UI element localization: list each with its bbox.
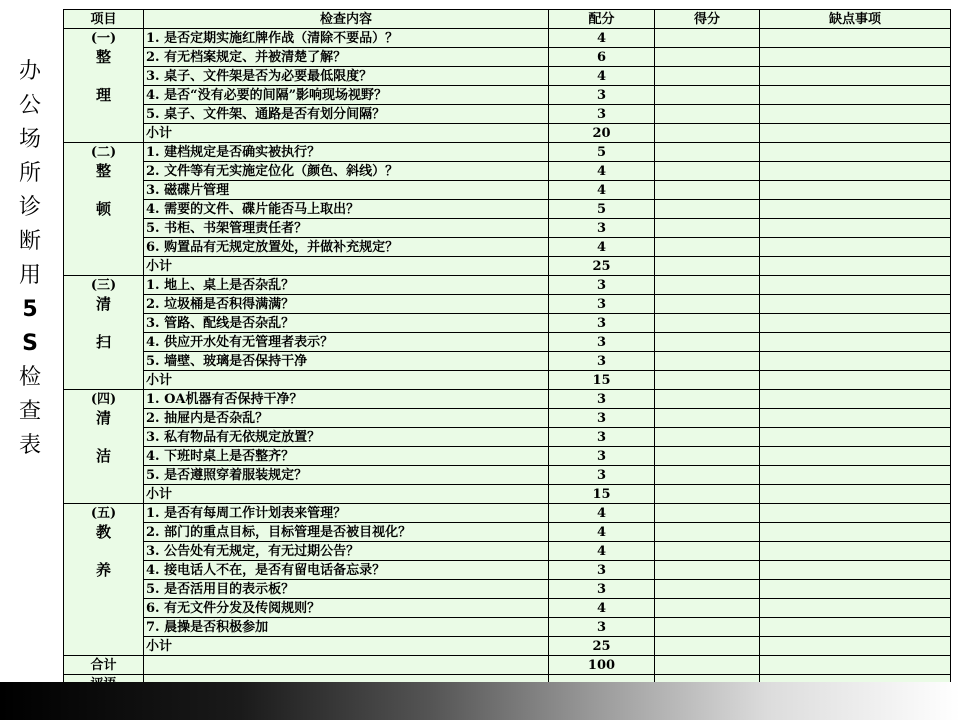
check-item-content: 5. 墙壁、玻璃是否保持干净 xyxy=(144,352,549,371)
table-row xyxy=(64,295,951,314)
table-row xyxy=(64,29,951,48)
side-title-char: 检 xyxy=(18,365,41,390)
defects-input-cell[interactable] xyxy=(760,580,951,599)
check-item-content: 3. 公告处有无规定，有无过期公告？ xyxy=(144,542,549,561)
category-number: (五) xyxy=(90,506,117,521)
check-item-points: 4 xyxy=(549,599,655,618)
score-input-cell[interactable] xyxy=(655,333,760,352)
subtotal-row xyxy=(64,371,951,390)
check-item-content: 1. 是否有每周工作计划表来管理？ xyxy=(144,504,549,523)
subtotal-defects-cell[interactable] xyxy=(760,637,951,656)
category-char: 整 xyxy=(95,162,111,180)
score-input-cell[interactable] xyxy=(655,352,760,371)
score-input-cell[interactable] xyxy=(655,162,760,181)
subtotal-row xyxy=(64,485,951,504)
side-title-char: 断 xyxy=(18,229,41,254)
check-item-points: 3 xyxy=(549,314,655,333)
defects-input-cell[interactable] xyxy=(760,333,951,352)
score-input-cell[interactable] xyxy=(655,447,760,466)
subtotal-points: 15 xyxy=(549,371,655,390)
score-input-cell[interactable] xyxy=(655,523,760,542)
check-item-points: 4 xyxy=(549,523,655,542)
table-row xyxy=(64,181,951,200)
category-char: 教 xyxy=(95,523,111,541)
subtotal-defects-cell[interactable] xyxy=(760,124,951,143)
table-row xyxy=(64,599,951,618)
category-char: 清 xyxy=(95,295,111,313)
defects-input-cell[interactable] xyxy=(760,200,951,219)
category-char: 清 xyxy=(95,409,111,427)
check-item-content: 1. OA机器有否保持干净？ xyxy=(144,390,549,409)
side-title-char: 表 xyxy=(18,433,41,458)
subtotal-row xyxy=(64,257,951,276)
defects-input-cell[interactable] xyxy=(760,352,951,371)
header-score: 得分 xyxy=(655,10,760,29)
check-item-points: 4 xyxy=(549,542,655,561)
check-item-content: 3. 私有物品有无依规定放置？ xyxy=(144,428,549,447)
table-row xyxy=(64,390,951,409)
category-char: 顿 xyxy=(95,200,111,218)
category-cell xyxy=(64,390,144,504)
check-item-content: 4. 供应开水处有无管理者表示？ xyxy=(144,333,549,352)
check-item-content: 7. 晨操是否积极参加 xyxy=(144,618,549,637)
check-item-content: 5. 是否遵照穿着服装规定？ xyxy=(144,466,549,485)
defects-input-cell[interactable] xyxy=(760,48,951,67)
check-item-points: 3 xyxy=(549,447,655,466)
side-title-char: 5 xyxy=(22,297,38,322)
category-number: (一) xyxy=(90,31,117,46)
score-input-cell[interactable] xyxy=(655,428,760,447)
check-item-content: 2. 垃圾桶是否积得满满？ xyxy=(144,295,549,314)
defects-input-cell[interactable] xyxy=(760,409,951,428)
check-item-content: 4. 下班时桌上是否整齐？ xyxy=(144,447,549,466)
check-item-points: 3 xyxy=(549,428,655,447)
defects-input-cell[interactable] xyxy=(760,314,951,333)
defects-input-cell[interactable] xyxy=(760,447,951,466)
check-item-content: 2. 部门的重点目标，目标管理是否被目视化？ xyxy=(144,523,549,542)
header-item: 项目 xyxy=(64,10,144,29)
score-input-cell[interactable] xyxy=(655,466,760,485)
header-row xyxy=(64,10,951,29)
score-input-cell[interactable] xyxy=(655,105,760,124)
check-item-content: 3. 磁碟片管理 xyxy=(144,181,549,200)
table-row xyxy=(64,200,951,219)
defects-input-cell[interactable] xyxy=(760,618,951,637)
defects-input-cell[interactable] xyxy=(760,219,951,238)
header-points: 配分 xyxy=(549,10,655,29)
score-input-cell[interactable] xyxy=(655,390,760,409)
score-input-cell[interactable] xyxy=(655,48,760,67)
check-item-points: 4 xyxy=(549,29,655,48)
subtotal-defects-cell[interactable] xyxy=(760,257,951,276)
check-item-points: 3 xyxy=(549,409,655,428)
category-char: 洁 xyxy=(95,447,111,465)
check-item-content: 1. 是否定期实施红牌作战（清除不要品）？ xyxy=(144,29,549,48)
defects-input-cell[interactable] xyxy=(760,162,951,181)
defects-input-cell[interactable] xyxy=(760,599,951,618)
table-row xyxy=(64,162,951,181)
table-row xyxy=(64,618,951,637)
check-item-points: 4 xyxy=(549,504,655,523)
defects-input-cell[interactable] xyxy=(760,29,951,48)
score-input-cell[interactable] xyxy=(655,238,760,257)
subtotal-label: 小计 xyxy=(144,637,549,656)
subtotal-points: 25 xyxy=(549,257,655,276)
check-item-points: 3 xyxy=(549,295,655,314)
defects-input-cell[interactable] xyxy=(760,295,951,314)
check-item-points: 3 xyxy=(549,105,655,124)
subtotal-score-cell[interactable] xyxy=(655,637,760,656)
score-input-cell[interactable] xyxy=(655,86,760,105)
category-char: 理 xyxy=(95,86,111,104)
check-item-content: 4. 需要的文件、碟片能否马上取出？ xyxy=(144,200,549,219)
score-input-cell[interactable] xyxy=(655,276,760,295)
category-number: (四) xyxy=(90,392,117,407)
score-input-cell[interactable] xyxy=(655,29,760,48)
check-item-content: 6. 有无文件分发及传阅规则？ xyxy=(144,599,549,618)
table-row xyxy=(64,143,951,162)
table-row xyxy=(64,409,951,428)
check-item-points: 4 xyxy=(549,181,655,200)
defects-input-cell[interactable] xyxy=(760,466,951,485)
table-row xyxy=(64,504,951,523)
total-content-cell xyxy=(144,656,549,675)
check-item-points: 3 xyxy=(549,219,655,238)
side-title-char: 场 xyxy=(18,127,41,152)
defects-input-cell[interactable] xyxy=(760,86,951,105)
check-item-points: 3 xyxy=(549,86,655,105)
table-row xyxy=(64,466,951,485)
score-input-cell[interactable] xyxy=(655,67,760,86)
table-row xyxy=(64,523,951,542)
defects-input-cell[interactable] xyxy=(760,105,951,124)
subtotal-points: 25 xyxy=(549,637,655,656)
check-item-content: 3. 管路、配线是否杂乱？ xyxy=(144,314,549,333)
inspection-table xyxy=(63,9,951,694)
check-item-content: 2. 有无档案规定、并被清楚了解？ xyxy=(144,48,549,67)
subtotal-score-cell[interactable] xyxy=(655,257,760,276)
defects-input-cell[interactable] xyxy=(760,390,951,409)
defects-input-cell[interactable] xyxy=(760,428,951,447)
score-input-cell[interactable] xyxy=(655,580,760,599)
table-row xyxy=(64,314,951,333)
check-item-points: 4 xyxy=(549,238,655,257)
check-item-content: 1. 地上、桌上是否杂乱？ xyxy=(144,276,549,295)
check-item-content: 2. 文件等有无实施定位化（颜色、斜线）？ xyxy=(144,162,549,181)
header-defects: 缺点事项 xyxy=(760,10,951,29)
defects-input-cell[interactable] xyxy=(760,181,951,200)
subtotal-defects-cell[interactable] xyxy=(760,485,951,504)
check-item-content: 1. 建档规定是否确实被执行？ xyxy=(144,143,549,162)
check-item-content: 5. 桌子、文件架、通路是否有划分间隔？ xyxy=(144,105,549,124)
total-points: 100 xyxy=(549,656,655,675)
check-item-points: 3 xyxy=(549,561,655,580)
table-row xyxy=(64,67,951,86)
table-row xyxy=(64,219,951,238)
table-row xyxy=(64,238,951,257)
score-input-cell[interactable] xyxy=(655,561,760,580)
table-row xyxy=(64,561,951,580)
category-number: (二) xyxy=(90,145,117,160)
subtotal-row xyxy=(64,124,951,143)
score-input-cell[interactable] xyxy=(655,409,760,428)
side-title-char: 诊 xyxy=(18,195,41,220)
subtotal-points: 15 xyxy=(549,485,655,504)
table-row xyxy=(64,105,951,124)
defects-input-cell[interactable] xyxy=(760,561,951,580)
check-item-points: 3 xyxy=(549,618,655,637)
side-title-char: 办 xyxy=(18,59,41,84)
check-item-points: 3 xyxy=(549,333,655,352)
defects-input-cell[interactable] xyxy=(760,143,951,162)
table-row xyxy=(64,48,951,67)
score-input-cell[interactable] xyxy=(655,219,760,238)
check-item-content: 4. 是否“没有必要的间隔”影响现场视野？ xyxy=(144,86,549,105)
check-item-content: 3. 桌子、文件架是否为必要最低限度？ xyxy=(144,67,549,86)
check-item-points: 5 xyxy=(549,143,655,162)
check-item-points: 6 xyxy=(549,48,655,67)
score-input-cell[interactable] xyxy=(655,618,760,637)
score-input-cell[interactable] xyxy=(655,542,760,561)
check-item-content: 2. 抽屉内是否杂乱？ xyxy=(144,409,549,428)
category-char: 扫 xyxy=(95,333,111,351)
score-input-cell[interactable] xyxy=(655,599,760,618)
check-item-points: 3 xyxy=(549,390,655,409)
category-cell xyxy=(64,276,144,390)
score-input-cell[interactable] xyxy=(655,200,760,219)
side-title-char: 用 xyxy=(18,263,41,288)
table-row xyxy=(64,276,951,295)
side-title-char: S xyxy=(22,331,38,356)
subtotal-points: 20 xyxy=(549,124,655,143)
total-defects-cell[interactable] xyxy=(760,656,951,675)
subtotal-defects-cell[interactable] xyxy=(760,371,951,390)
check-item-points: 3 xyxy=(549,580,655,599)
check-item-content: 5. 书柜、书架管理责任者？ xyxy=(144,219,549,238)
subtotal-label: 小计 xyxy=(144,371,549,390)
score-input-cell[interactable] xyxy=(655,181,760,200)
subtotal-score-cell[interactable] xyxy=(655,485,760,504)
check-item-content: 5. 是否活用目的表示板？ xyxy=(144,580,549,599)
table-row xyxy=(64,428,951,447)
score-input-cell[interactable] xyxy=(655,504,760,523)
table-row xyxy=(64,447,951,466)
category-char: 整 xyxy=(95,48,111,66)
total-score-cell[interactable] xyxy=(655,656,760,675)
subtotal-score-cell[interactable] xyxy=(655,124,760,143)
subtotal-row xyxy=(64,637,951,656)
subtotal-label: 小计 xyxy=(144,257,549,276)
defects-input-cell[interactable] xyxy=(760,523,951,542)
header-content: 检查内容 xyxy=(144,10,549,29)
defects-input-cell[interactable] xyxy=(760,276,951,295)
side-title-char: 查 xyxy=(18,399,41,424)
side-title-char: 公 xyxy=(18,93,41,118)
side-title-char: 所 xyxy=(18,161,41,186)
defects-input-cell[interactable] xyxy=(760,542,951,561)
subtotal-label: 小计 xyxy=(144,124,549,143)
check-item-content: 4. 接电话人不在，是否有留电话备忘录？ xyxy=(144,561,549,580)
vertical-title xyxy=(10,55,50,463)
defects-input-cell[interactable] xyxy=(760,67,951,86)
defects-input-cell[interactable] xyxy=(760,238,951,257)
score-input-cell[interactable] xyxy=(655,143,760,162)
decorative-gradient-bar xyxy=(0,682,960,720)
defects-input-cell[interactable] xyxy=(760,504,951,523)
total-label: 合计 xyxy=(64,656,144,675)
table-row xyxy=(64,580,951,599)
check-item-points: 4 xyxy=(549,67,655,86)
table-row xyxy=(64,86,951,105)
category-cell xyxy=(64,504,144,656)
table-row xyxy=(64,542,951,561)
subtotal-label: 小计 xyxy=(144,485,549,504)
category-number: (三) xyxy=(90,278,117,293)
check-item-points: 3 xyxy=(549,466,655,485)
score-input-cell[interactable] xyxy=(655,314,760,333)
check-item-points: 3 xyxy=(549,352,655,371)
table-row xyxy=(64,352,951,371)
score-input-cell[interactable] xyxy=(655,295,760,314)
subtotal-score-cell[interactable] xyxy=(655,371,760,390)
category-cell xyxy=(64,29,144,143)
table-row xyxy=(64,333,951,352)
total-row xyxy=(64,656,951,675)
check-item-content: 6. 购置品有无规定放置处，并做补充规定？ xyxy=(144,238,549,257)
category-char: 养 xyxy=(95,561,111,579)
check-item-points: 3 xyxy=(549,276,655,295)
check-item-points: 4 xyxy=(549,162,655,181)
check-item-points: 5 xyxy=(549,200,655,219)
category-cell xyxy=(64,143,144,276)
